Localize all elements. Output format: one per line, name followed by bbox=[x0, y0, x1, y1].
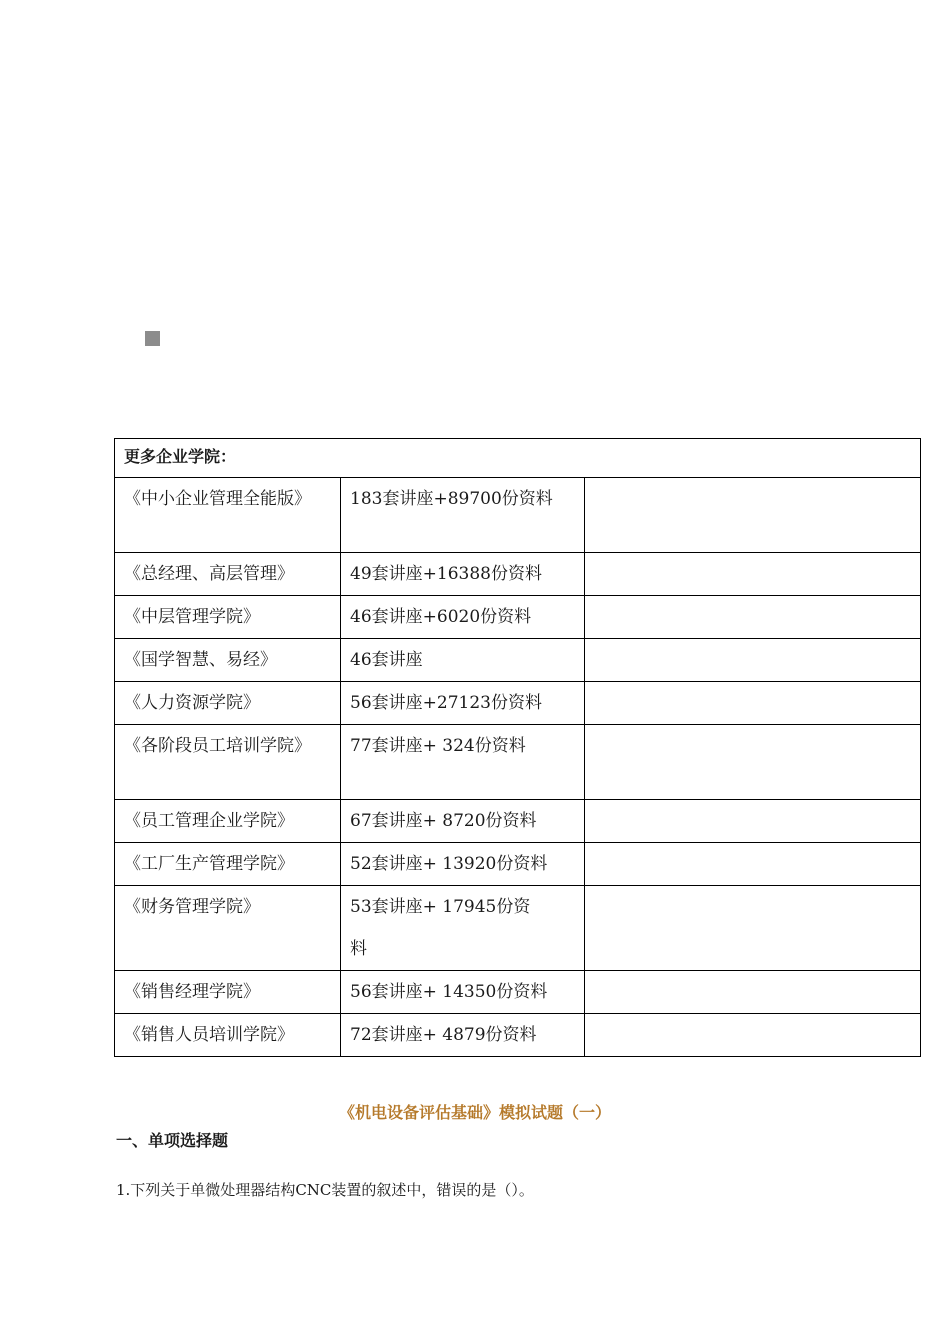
college-detail: 67套讲座+ 8720份资料 bbox=[341, 800, 585, 843]
college-name: 《人力资源学院》 bbox=[115, 682, 341, 725]
college-name: 《中层管理学院》 bbox=[115, 596, 341, 639]
table-row bbox=[115, 971, 921, 1014]
college-extra bbox=[585, 800, 921, 843]
square-bullet-icon bbox=[145, 331, 160, 346]
college-extra bbox=[585, 971, 921, 1014]
college-extra bbox=[585, 725, 921, 800]
exam-title: 《机电设备评估基础》模拟试题（一） bbox=[338, 1103, 611, 1122]
college-name: 《各阶段员工培训学院》 bbox=[115, 725, 341, 800]
college-detail: 72套讲座+ 4879份资料 bbox=[341, 1014, 585, 1057]
college-name: 《员工管理企业学院》 bbox=[115, 800, 341, 843]
college-name: 《财务管理学院》 bbox=[115, 886, 341, 971]
table-row bbox=[115, 478, 921, 553]
college-extra bbox=[585, 886, 921, 971]
college-name: 《中小企业管理全能版》 bbox=[115, 478, 341, 553]
college-detail: 52套讲座+ 13920份资料 bbox=[341, 843, 585, 886]
college-extra bbox=[585, 639, 921, 682]
table-row bbox=[115, 639, 921, 682]
table-row bbox=[115, 596, 921, 639]
question-text: 1.下列关于单微处理器结构CNC装置的叙述中，错误的是（）。 bbox=[116, 1181, 534, 1199]
college-detail: 46套讲座 bbox=[341, 639, 585, 682]
college-name: 《销售经理学院》 bbox=[115, 971, 341, 1014]
table-row bbox=[115, 553, 921, 596]
college-detail: 56套讲座+27123份资料 bbox=[341, 682, 585, 725]
college-detail: 49套讲座+16388份资料 bbox=[341, 553, 585, 596]
table-row bbox=[115, 1014, 921, 1057]
college-detail: 77套讲座+ 324份资料 bbox=[341, 725, 585, 800]
table-header: 更多企业学院： bbox=[115, 439, 921, 478]
college-detail: 56套讲座+ 14350份资料 bbox=[341, 971, 585, 1014]
college-name: 《工厂生产管理学院》 bbox=[115, 843, 341, 886]
college-name: 《国学智慧、易经》 bbox=[115, 639, 341, 682]
college-extra bbox=[585, 596, 921, 639]
college-extra bbox=[585, 553, 921, 596]
table-row bbox=[115, 725, 921, 800]
college-extra bbox=[585, 682, 921, 725]
college-detail: 46套讲座+6020份资料 bbox=[341, 596, 585, 639]
table-row bbox=[115, 886, 921, 971]
college-detail: 53套讲座+ 17945份资料 bbox=[341, 886, 585, 971]
table-row bbox=[115, 843, 921, 886]
table-row bbox=[115, 800, 921, 843]
table-row bbox=[115, 682, 921, 725]
college-extra bbox=[585, 478, 921, 553]
college-extra bbox=[585, 1014, 921, 1057]
college-extra bbox=[585, 843, 921, 886]
college-detail: 183套讲座+89700份资料 bbox=[341, 478, 585, 553]
college-name: 《总经理、高层管理》 bbox=[115, 553, 341, 596]
college-name: 《销售人员培训学院》 bbox=[115, 1014, 341, 1057]
section-heading: 一、单项选择题 bbox=[116, 1131, 229, 1150]
enterprise-college-table bbox=[114, 438, 921, 1057]
